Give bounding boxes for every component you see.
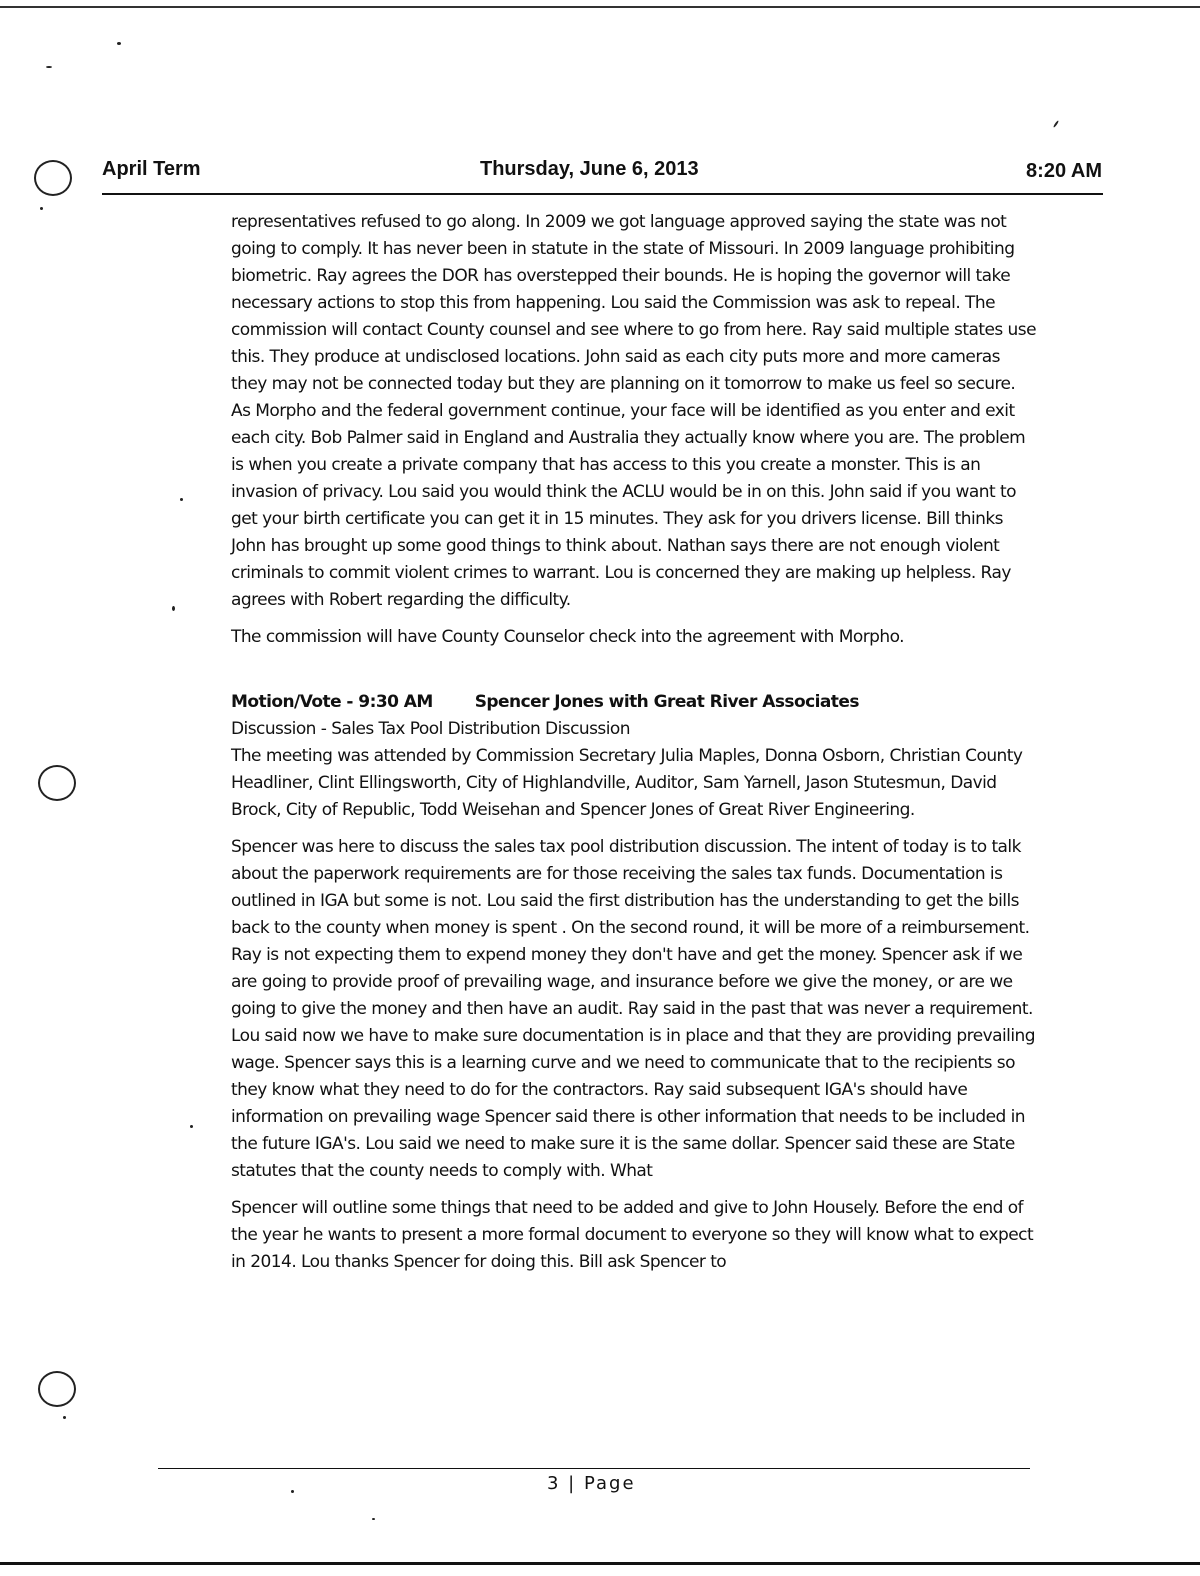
paragraph: The commission will have County Counselor check into the agreement with Morpho. — [231, 627, 905, 647]
paragraph: Spencer will outline some things that need to be added and give to John Housely. Before the end of the year he wants to present a more formal document to everyone so they will know what to expect in 2014. Lou thanks Spencer for doing this. Bill ask Spencer to — [231, 1198, 1034, 1272]
punch-hole-middle — [38, 765, 76, 801]
paragraph: Spencer was here to discuss the sales tax pool distribution discussion. The intent of today is to talk about the paperwork requirements are for those receiving the sales tax funds. Documentation is outlined in IGA but some is not. Lou said the first distribution has the understanding to get the bills back to the county when money is spent . On the second round, it will be more of a reimbursement. Ray is not expecting them to expend money they don't have and get the money. Spencer ask if we are going to provide proof of prevailing wage, and insurance before we give the money, or are we going to give the money and then have an audit. Ray said in the past that was never a requirement. Lou said now we have to make sure documentation is in place and that they are providing prevailing wage. Spencer says this is a learning curve and we need to communicate that to the recipients so they know what they need to do for the contractors. Ray said subsequent IGA's should have information on prevailing wage Spencer said there is other information that needs to be included in the future IGA's. Lou said we need to make sure it is the same dollar. Spencer said these are State statutes that the county needs to comply with. What — [231, 837, 1035, 1181]
paragraph: representatives refused to go along. In 2009 we got language approved saying the state was not going to comply. It has never been in statute in the state of Missouri. In 2009 language prohibiting biometric. Ray agrees the DOR has overstepped their bounds. He is hoping the governor will take necessary actions to stop this from happening. Lou said the Commission was ask to repeal. The commission will contact County counsel and see where to go from here. Ray said multiple states use this. They produce at undisclosed locations. John said as each city puts more and more cameras they may not be connected today but they are planning on it tomorrow to make us feel so secure. As Morpho and the federal government continue, your face will be identified as you enter and exit each city. Bob Palmer said in England and Australia they actually know where you are. The problem is when you create a private company that has access to this you create a monster. This is an invasion of privacy. Lou said you would think the ACLU would be in on this. John said if you want to get your birth certificate you can get it in 15 minutes. They ask for you drivers license. Bill thinks John has brought up some good things to think about. Nathan says there are not enough violent criminals to commit violent crimes to warrant. Lou is concerned they are making up helpless. Ray agrees with Robert regarding the difficulty. — [231, 212, 1036, 610]
scan-speck — [46, 66, 52, 68]
motion-label: Motion/Vote - 9:30 AM — [231, 692, 433, 712]
scan-speck — [40, 207, 43, 210]
page-number: 3 | Page — [547, 1473, 636, 1494]
footer-divider — [158, 1468, 1030, 1469]
discussion-heading: Discussion - Sales Tax Pool Distribution Discussion — [231, 719, 630, 739]
scan-speck — [172, 606, 175, 611]
scan-speck — [1053, 120, 1059, 128]
meeting-time: 8:20 AM — [1026, 160, 1102, 182]
minutes-body — [231, 209, 1036, 1286]
section-gap — [231, 651, 1036, 689]
page-header — [102, 158, 1102, 188]
header-divider — [102, 193, 1103, 195]
motion-heading — [231, 689, 1036, 716]
term-label: April Term — [102, 158, 201, 180]
punch-hole-bottom — [38, 1371, 76, 1407]
scan-top-border — [0, 6, 1200, 8]
scan-speck — [372, 1518, 375, 1520]
meeting-date: Thursday, June 6, 2013 — [480, 158, 699, 180]
scan-speck — [291, 1490, 294, 1493]
motion-subject: Spencer Jones with Great River Associates — [474, 692, 859, 712]
paragraph: The meeting was attended by Commission Secretary Julia Maples, Donna Osborn, Christian County Headliner, Clint Ellingsworth, City of Highlandville, Auditor, Sam Yarnell, Jason Stutesmun, David Brock, City of Republic, Todd Weisehan and Spencer Jones of Great River Engineering. — [231, 746, 1023, 820]
scan-speck — [117, 42, 121, 45]
punch-hole-top — [34, 160, 72, 196]
scan-speck — [63, 1416, 66, 1419]
scan-bottom-border — [0, 1562, 1200, 1565]
scan-speck — [190, 1125, 193, 1128]
scan-speck — [180, 498, 183, 501]
